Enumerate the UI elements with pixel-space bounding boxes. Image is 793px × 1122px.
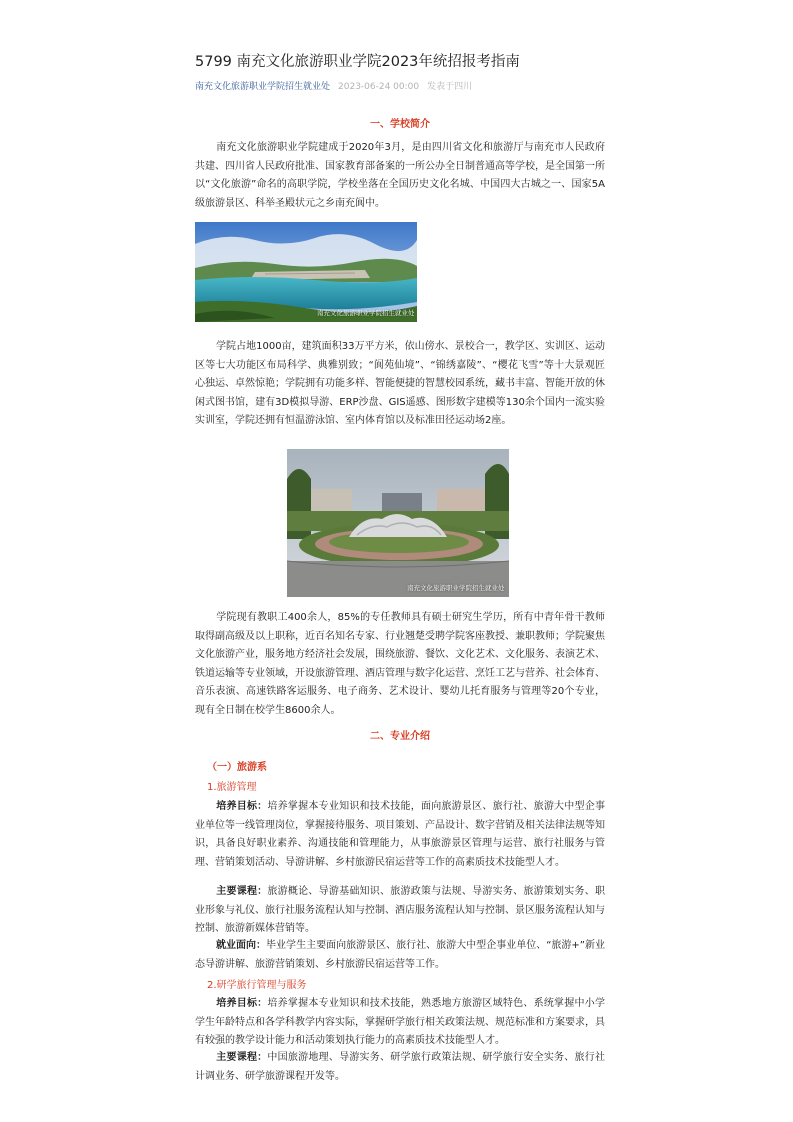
image-watermark: 南充文化旅游职业学院招生就业处: [407, 584, 505, 592]
major-heading-tourism-management: 1.旅游管理: [207, 782, 257, 793]
article-title: 5799 南充文化旅游职业学院2023年统招报考指南: [195, 54, 520, 70]
article-source-link[interactable]: 南充文化旅游职业学院招生就业处: [195, 82, 331, 92]
major1-courses: 主要课程：旅游概论、导游基础知识、旅游政策与法规、导游实务、旅游策划实务、职业形象与礼仪、旅行社服务流程认知与控制、酒店服务流程认知与控制、景区服务流程认知与控制、旅游新媒体营销等。: [195, 886, 606, 934]
image-watermark: 南充文化旅游职业学院招生就业处: [317, 309, 415, 317]
major2-courses: 主要课程：中国旅游地理、导游实务、研学旅行政策法规、研学旅行安全实务、旅行社计调业务、研学旅游课程开发等。: [195, 1052, 606, 1082]
major-heading-study-travel: 2.研学旅行管理与服务: [207, 980, 307, 991]
major1-goal: 培养目标：培养掌握本专业知识和技术技能，面向旅游景区、旅行社、旅游大中型企事业单位等一线管理岗位，掌握接待服务、项目策划、产品设计、数字营销及相关法律法规等知识，具备良好职业素养、沟通技能和管理能力，从事旅游景区管理与运营、旅行社服务与管理、营销策划活动、导游讲解、乡村旅游民宿运营等工作的高素质技术技能型人才。: [195, 801, 606, 868]
paragraph-faculty: 学院现有教职工400余人，85%的专任教师具有硕士研究生学历，所有中青年骨干教师取得副高级及以上职称，近百名知名专家、行业翘楚受聘学院客座教授、兼职教师；学院聚焦文化旅游产业，服务地方经济社会发展，围绕旅游、餐饮、文化艺术、文化服务、表演艺术、铁道运输等专业领域，开设旅游管理、酒店管理与数字化运营、烹饪工艺与营养、社会体育、音乐表演、高速铁路客运服务、电子商务、艺术设计、婴幼儿托育服务与管理等20个专业，现有全日制在校学生8600余人。: [195, 612, 605, 716]
article-location: 发表于四川: [427, 82, 473, 92]
campus-plaza-photo: [287, 449, 509, 597]
article-date: 2023-06-24 00:00: [338, 82, 420, 92]
article-meta: [195, 79, 472, 92]
campus-landscape-photo: [195, 222, 417, 322]
section-heading-majors: 二、专业介绍: [370, 731, 430, 742]
section-heading-school-intro: 一、学校简介: [370, 119, 430, 130]
major1-jobs: 就业面向：毕业学生主要面向旅游景区、旅行社、旅游大中型企事业单位、“旅游+”新业态导游讲解、旅游营销策划、乡村旅游民宿运营等工作。: [195, 940, 605, 970]
paragraph-intro: 南充文化旅游职业学院建成于2020年3月，是由四川省文化和旅游厅与南充市人民政府共建、四川省人民政府批准、国家教育部备案的一所公办全日制普通高等学校，是全国第一所以“文化旅游”命名的高职学院，学校坐落在全国历史文化名城、中国四大古城之一、国家5A级旅游景区、科举圣殿状元之乡南充阆中。: [195, 142, 605, 209]
major2-goal: 培养目标：培养掌握本专业知识和技术技能，熟悉地方旅游区域特色、系统掌握中小学学生年龄特点和各学科教学内容实际，掌握研学旅行相关政策法规、规范标准和方案要求，具有较强的教学设计能力和活动策划执行能力的高素质技术技能型人才。: [195, 998, 606, 1046]
paragraph-campus: 学院占地1000亩，建筑面积33万平方米，依山傍水、景校合一，教学区、实训区、运动区等七大功能区布局科学、典雅别致；“阆苑仙境”、“锦绣嘉陵”、“樱花飞雪”等十大景观匠心独运、卓然惊艳；学院拥有功能多样、智能便捷的智慧校园系统，藏书丰富、智能开放的休闲式图书馆，建有3D模拟导游、ERP沙盘、GIS遥感、图形数字建模等130余个国内一流实验实训室，学院还拥有恒温游泳馆、室内体育馆以及标准田径运动场2座。: [195, 341, 605, 426]
department-heading-tourism: （一）旅游系: [207, 762, 267, 773]
